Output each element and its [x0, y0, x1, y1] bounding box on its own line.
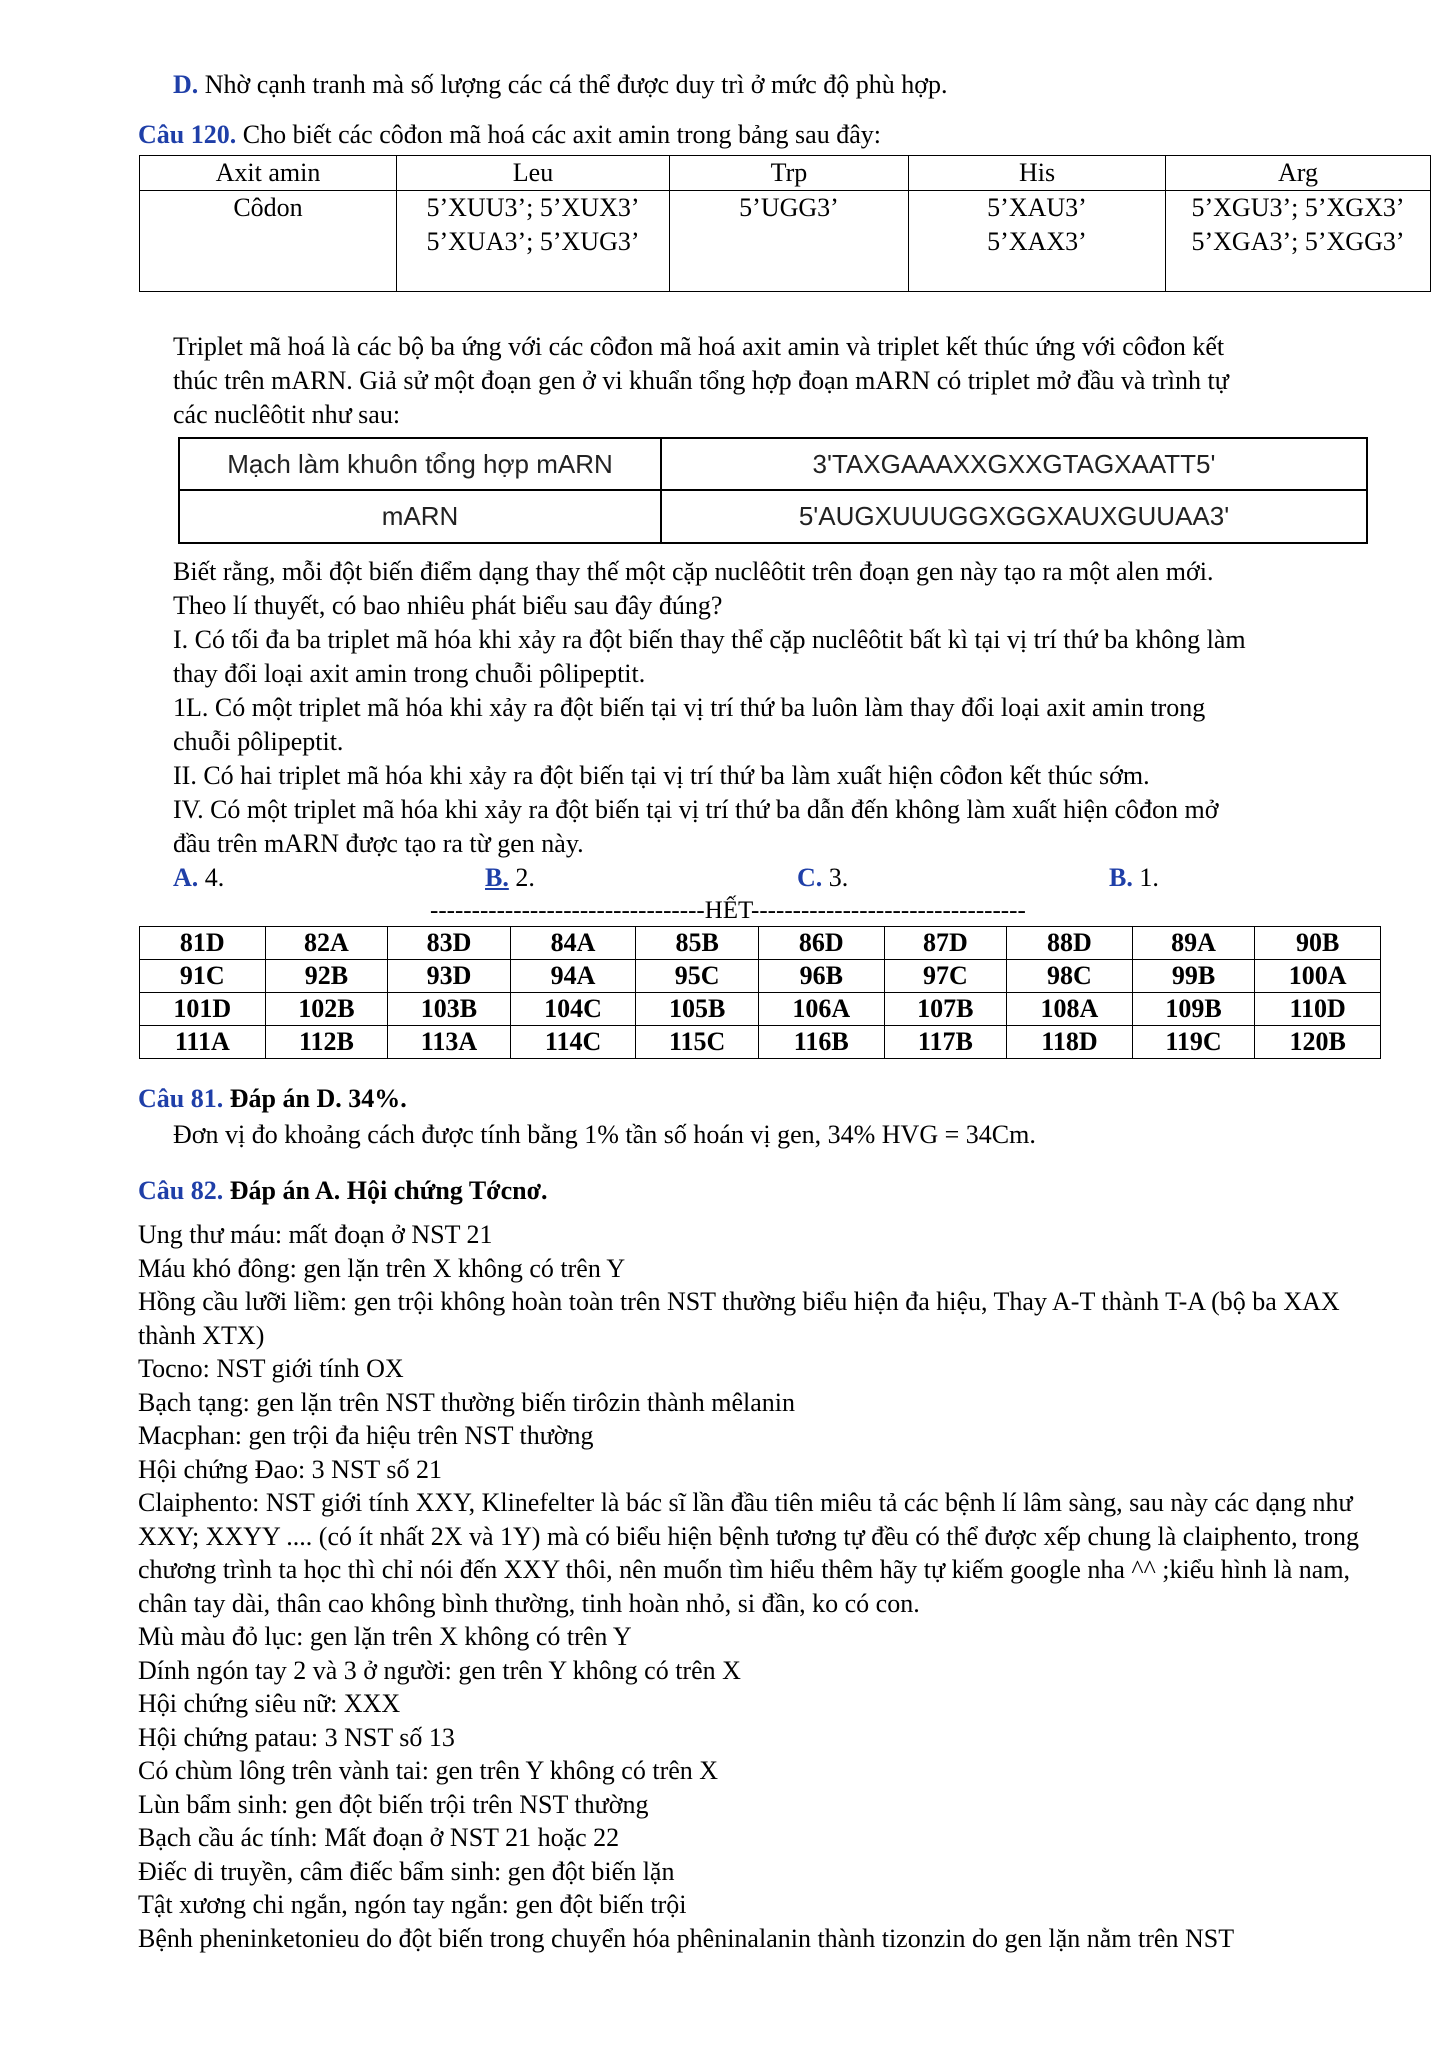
codon-line: 5’XUU3’; 5’XUX3’ — [426, 193, 640, 222]
codon-line: 5’UGG3’ — [739, 193, 839, 222]
answer-key-cell: 92B — [265, 960, 388, 993]
header-cell: His — [909, 156, 1166, 191]
answer-key-cell: 94A — [510, 960, 636, 993]
note-line: Macphan: gen trội đa hiệu trên NST thường — [138, 1421, 594, 1450]
header-cell: Leu — [397, 156, 670, 191]
codon-line: 5’XAX3’ — [987, 227, 1087, 256]
answer-key-cell: 99B — [1132, 960, 1255, 993]
note-line: Có chùm lông trên vành tai: gen trên Y không có trên X — [138, 1756, 719, 1785]
statement-line: chuỗi pôlipeptit. — [173, 727, 344, 756]
header-cell: Axit amin — [140, 156, 397, 191]
codon-line: 5’XGU3’; 5’XGX3’ — [1191, 193, 1405, 222]
answer-key-cell: 88D — [1007, 927, 1133, 960]
intro-line: thúc trên mARN. Giả sử một đoạn gen ở vi khuẩn tổng hợp đoạn mARN có triplet mở đầu và trình tự — [173, 366, 1229, 395]
answer-key-cell: 118D — [1007, 1026, 1133, 1059]
codon-cell-his — [909, 191, 1166, 292]
sequence-row-mrna — [179, 490, 1367, 543]
header-cell: Trp — [670, 156, 909, 191]
answer-key-cell: 98C — [1007, 960, 1133, 993]
answer-key-cell: 90B — [1255, 927, 1381, 960]
note-line: Ung thư máu: mất đoạn ở NST 21 — [138, 1220, 493, 1249]
option-a — [173, 863, 224, 893]
note-line: Tocno: NST giới tính OX — [138, 1354, 404, 1383]
note-line: Điếc di truyền, câm điếc bẩm sinh: gen đột biến lặn — [138, 1856, 675, 1886]
q82-notes — [138, 1218, 1398, 1955]
note-line: Dính ngón tay 2 và 3 ở người: gen trên Y không có trên X — [138, 1655, 741, 1685]
answer-key-cell: 110D — [1255, 993, 1381, 1026]
answer-text: Đáp án D. 34%. — [223, 1084, 407, 1113]
option-text: 2. — [508, 863, 535, 892]
answer-key-row — [140, 960, 1381, 993]
codon-table-header-row — [140, 156, 1431, 191]
answer-key-cell: 89A — [1132, 927, 1255, 960]
sequence-label: Mạch làm khuôn tổng hợp mARN — [179, 438, 661, 490]
answer-key-cell: 83D — [388, 927, 511, 960]
answer-key-cell: 102B — [265, 993, 388, 1026]
question-82-heading — [138, 1176, 547, 1206]
answer-key-cell: 86D — [758, 927, 884, 960]
answer-key-cell: 115C — [636, 1026, 759, 1059]
statement-line: I. Có tối đa ba triplet mã hóa khi xảy ra đột biến thay thể cặp nuclêôtit bất kì tại vị trí thứ ba không làm — [173, 625, 1246, 654]
codon-line: 5’XGA3’; 5’XGG3’ — [1191, 227, 1405, 256]
statement-line: 1L. Có một triplet mã hóa khi xảy ra đột biến tại vị trí thứ ba luôn làm thay đổi loại axit amin trong — [173, 693, 1206, 722]
codon-line: 5’XUA3’; 5’XUG3’ — [426, 227, 640, 256]
answer-key-cell: 93D — [388, 960, 511, 993]
note-line: Hội chứng siêu nữ: XXX — [138, 1689, 401, 1718]
answer-key-cell: 105B — [636, 993, 759, 1026]
answer-key-cell: 91C — [140, 960, 266, 993]
answer-key-table — [139, 926, 1381, 1059]
question-label: Câu 82. — [138, 1176, 224, 1205]
option-b — [485, 863, 535, 893]
note-line: Claiphento: NST giới tính XXY, Klinefelter là bác sĩ lần đầu tiên miêu tả các bệnh lí lâm sàng, sau này các dạng như XXY; XXYY .... (có ít nhất 2X và 1Y) mà có biểu hiện bệnh tương tự đều có thể được xếp chung là claiphento, trong chương trình ta học thì chỉ nói đến XXY thôi, nên muốn tìm hiểu thêm hãy tự kiếm google nha ^^ ;kiểu hình là nam, chân tay dài, thân cao không bình thường, tinh hoàn nhỏ, si đần, ko có con. — [138, 1488, 1359, 1618]
answer-key-cell: 103B — [388, 993, 511, 1026]
note-line: Lùn bẩm sinh: gen đột biến trội trên NST thường — [138, 1789, 649, 1819]
statement-line: Biết rằng, mỗi đột biến điểm dạng thay thế một cặp nuclêôtit trên đoạn gen này tạo ra một alen mới. — [173, 557, 1214, 586]
sequence-row-template — [179, 438, 1367, 490]
note-line: Hồng cầu lưỡi liềm: gen trội không hoàn toàn trên NST thường biểu hiện đa hiệu, Thay A-T thành T-A (bộ ba XAX thành XTX) — [138, 1287, 1340, 1350]
answer-key-cell: 113A — [388, 1026, 511, 1059]
sequence-label: mARN — [179, 490, 661, 543]
answer-key-cell: 119C — [1132, 1026, 1255, 1059]
prev-option-d — [173, 70, 948, 100]
answer-key-cell: 120B — [1255, 1026, 1381, 1059]
option-d — [1109, 863, 1159, 893]
answer-key-cell: 95C — [636, 960, 759, 993]
sequence-table — [178, 437, 1368, 544]
statement-line: Theo lí thuyết, có bao nhiêu phát biểu sau đây đúng? — [173, 591, 723, 620]
statement-line: IV. Có một triplet mã hóa khi xảy ra đột biến tại vị trí thứ ba dẫn đến không làm xuất hiện côđon mở — [173, 795, 1219, 824]
answer-key-cell: 107B — [884, 993, 1007, 1026]
answer-key-row — [140, 1026, 1381, 1059]
option-text: 1. — [1132, 863, 1159, 892]
answer-key-cell: 81D — [140, 927, 266, 960]
note-line: Hội chứng Đao: 3 NST số 21 — [138, 1454, 442, 1484]
codon-line: 5’XAU3’ — [987, 193, 1087, 222]
sequence-value: 5'AUGXUUUGGXGGXAUXGUUAA3' — [661, 490, 1367, 543]
question-label: Câu 120. — [138, 120, 237, 149]
note-line: Bạch cầu ác tính: Mất đoạn ở NST 21 hoặc 22 — [138, 1823, 620, 1852]
question-text: Cho biết các côđon mã hoá các axit amin trong bảng sau đây: — [236, 120, 881, 149]
header-cell: Arg — [1166, 156, 1431, 191]
option-letter: B. — [1109, 863, 1133, 892]
row-label: Côdon — [140, 191, 397, 292]
option-text: Nhờ cạnh tranh mà số lượng các cá thể được duy trì ở mức độ phù hợp. — [198, 70, 948, 99]
answer-key-cell: 117B — [884, 1026, 1007, 1059]
intro-line: Triplet mã hoá là các bộ ba ứng với các côđon mã hoá axit amin và triplet kết thúc ứng với côđon kết — [173, 332, 1225, 361]
intro-line: các nuclêôtit như sau: — [173, 400, 401, 429]
codon-cell-leu — [397, 191, 670, 292]
note-line: Tật xương chi ngắn, ngón tay ngắn: gen đột biến trội — [138, 1890, 687, 1919]
statement-line: đầu trên mARN được tạo ra từ gen này. — [173, 829, 584, 858]
codon-cell-arg — [1166, 191, 1431, 292]
option-c — [797, 863, 848, 893]
end-marker: ---------------------------------HẾT--------------------------------- — [430, 897, 1026, 924]
option-letter: D. — [173, 70, 199, 99]
codon-table — [139, 155, 1431, 292]
question-81-heading — [138, 1084, 407, 1114]
answer-key-cell: 106A — [758, 993, 884, 1026]
option-text: 3. — [822, 863, 849, 892]
option-letter: B. — [485, 863, 509, 892]
question-label: Câu 81. — [138, 1084, 224, 1113]
note-line: Hội chứng patau: 3 NST số 13 — [138, 1722, 455, 1752]
answer-key-cell: 97C — [884, 960, 1007, 993]
note-line: Máu khó đông: gen lặn trên X không có trên Y — [138, 1253, 626, 1283]
answer-key-cell: 104C — [510, 993, 636, 1026]
answer-key-cell: 112B — [265, 1026, 388, 1059]
answer-key-cell: 116B — [758, 1026, 884, 1059]
answer-key-cell: 108A — [1007, 993, 1133, 1026]
codon-cell-trp — [670, 191, 909, 292]
question-120-heading — [138, 120, 881, 150]
answer-key-cell: 96B — [758, 960, 884, 993]
option-text: 4. — [198, 863, 225, 892]
answer-key-row — [140, 993, 1381, 1026]
answer-key-cell: 100A — [1255, 960, 1381, 993]
statement-line: thay đổi loại axit amin trong chuỗi pôlipeptit. — [173, 659, 646, 688]
sequence-value: 3'TAXGAAAXXGXXGTAGXAATT5' — [661, 438, 1367, 490]
answer-key-cell: 111A — [140, 1026, 266, 1059]
codon-table-row — [140, 191, 1431, 292]
answer-key-cell: 101D — [140, 993, 266, 1026]
answer-key-cell: 114C — [510, 1026, 636, 1059]
option-letter: A. — [173, 863, 199, 892]
note-line: Bệnh pheninketonieu do đột biến trong chuyển hóa phêninalanin thành tizonzin do gen lặn nằm trên NST — [138, 1923, 1235, 1953]
explanation-line: Đơn vị đo khoảng cách được tính bằng 1% tần số hoán vị gen, 34% HVG = 34Cm. — [173, 1120, 1036, 1149]
statement-line: II. Có hai triplet mã hóa khi xảy ra đột biến tại vị trí thứ ba làm xuất hiện côđon kết thúc sớm. — [173, 761, 1150, 790]
answer-key-cell: 109B — [1132, 993, 1255, 1026]
answer-key-cell: 87D — [884, 927, 1007, 960]
answer-text: Đáp án A. Hội chứng Tớcnơ. — [223, 1176, 548, 1205]
answer-key-cell: 82A — [265, 927, 388, 960]
note-line: Bạch tạng: gen lặn trên NST thường biến tirôzin thành mêlanin — [138, 1387, 795, 1417]
answer-key-cell: 85B — [636, 927, 759, 960]
answer-key-row — [140, 927, 1381, 960]
note-line: Mù màu đỏ lục: gen lặn trên X không có trên Y — [138, 1622, 632, 1651]
option-letter: C. — [797, 863, 823, 892]
answer-key-cell: 84A — [510, 927, 636, 960]
